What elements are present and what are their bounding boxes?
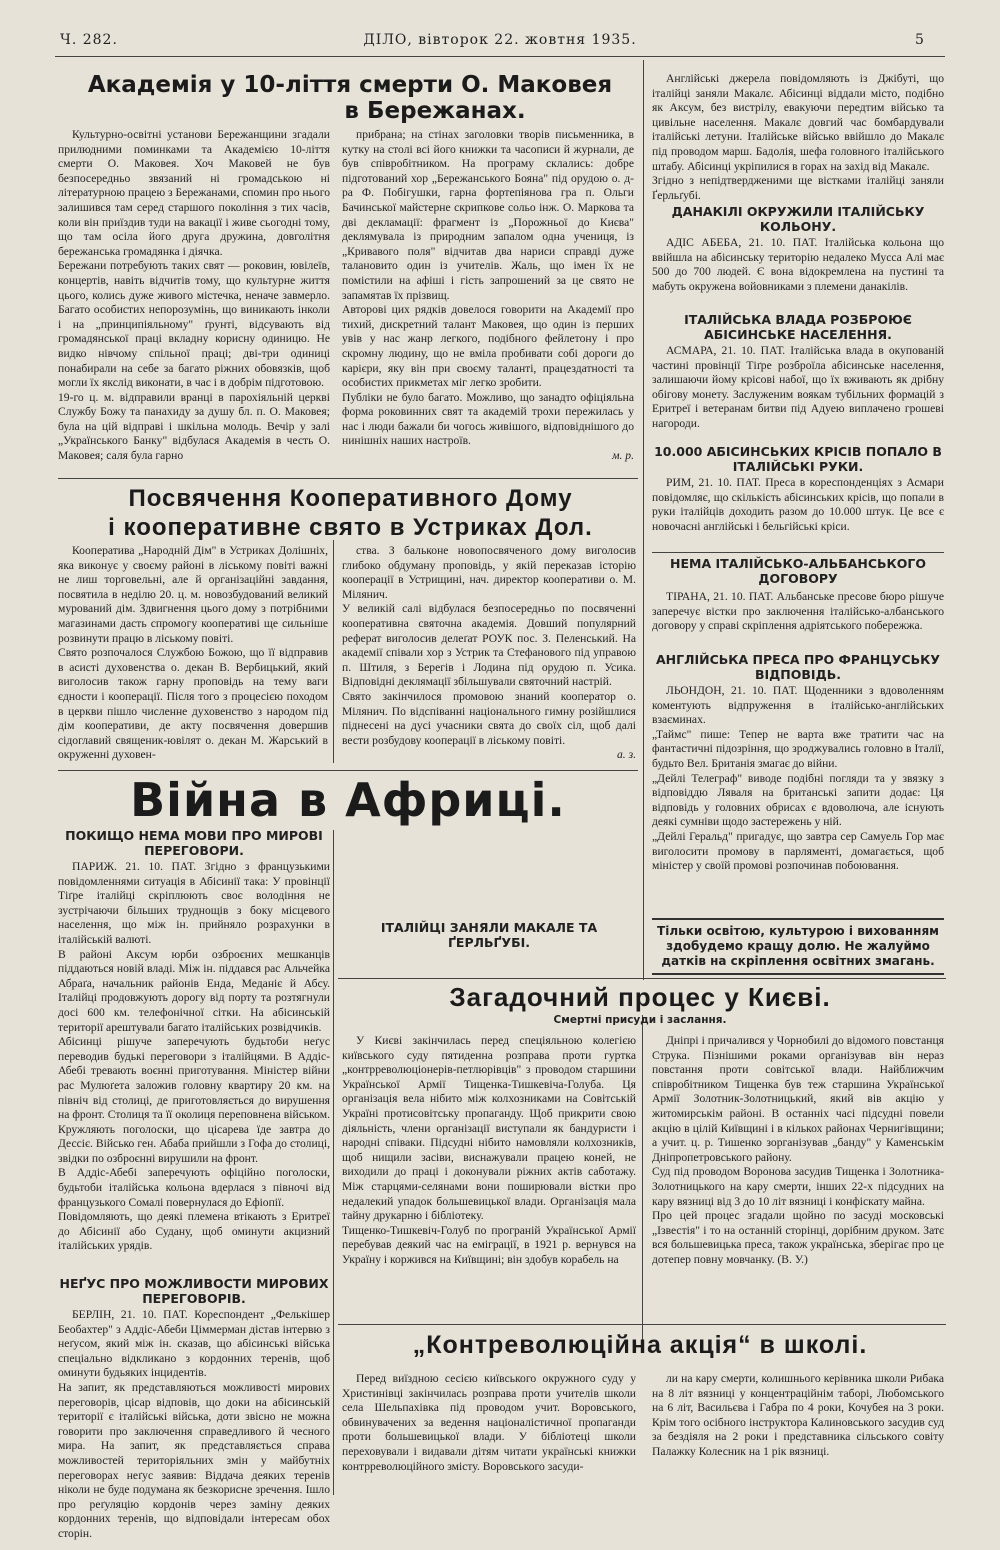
right-subhead-4: НЕМА ІТАЛІЙСЬКО-АЛЬБАНСЬКОГО ДОГОВОРУ [670, 556, 926, 586]
headline-line-2: в Бережанах. [344, 98, 526, 124]
signature: а. з. [616, 748, 636, 762]
war-text-1 [58, 860, 330, 1272]
right-text-4 [652, 590, 944, 648]
paragraph: ТІРАНА, 21. 10. ПАТ. Альбанське пресове бюро рішуче заперечує вістки про заключення італійсько-албанського договору у справі скріплення адріятського побережжа. [652, 590, 944, 633]
headline-line-1: Посвячення Кооперативного Дому [128, 485, 573, 512]
war-subhead-1: ПОКИЩО НЕМА МОВИ ПРО МИРОВІ ПЕРЕГОВОРИ. [65, 828, 323, 858]
column-rule [642, 1015, 643, 1340]
paragraph: АСМАРА, 21. 10. ПАТ. Італійська влада в окупованій частині провінції Тіґре розброїла абісинське населення, залишаючи йому крісові набої, що їх вживають як дрібну обігову монету. Заслуженим воякам тубільних формацій з Еритреї і ветеранам битви під Адуею виплачено грошеві нагороди. [652, 344, 944, 430]
headline-kyiv: Загадочний процес у Києві. [449, 982, 831, 1012]
kyiv-column-2 [652, 1034, 944, 1318]
right-subhead-1: ДАНАКІЛІ ОКРУЖИЛИ ІТАЛІЙСЬКУ КОЛЬОНУ. [671, 204, 925, 234]
headline-war: Війна в Африці. [130, 773, 566, 827]
section-rule [652, 552, 944, 553]
paragraph: У Києві закінчилась перед спеціяльною колегією київського суду пятиденна розправа проти гуртка „контрреволюціонерів-петлюрівців" з проводом старшини Української Армії Тищенка-Тишкевіча-Голуба. Ця організація вела нібито між колхозниками на Совітській Україні протисовітську пропаганду. Щоб прикрити свою діяльність, члени організації виступали як бандуристи і народні співаки. Підсудні нібито намовляли колхозників, щоб нищили засіви, виснажували працею коней, не виходили до праці і доконували ріжних актів саботажу. Між старцями-селянами вони поширювали вістки про недалекий упадок большевицької влади. Організація мала тайну друкарню і бібліотеку. Тищенко-Тишкевіч-Голуб по програній Української Армії перебував деякий час на еміграції, в 1921 р. вернувся на Україну і коржився на Київщині; він здобув корабель на [342, 1034, 636, 1266]
war-text-2 [58, 1308, 330, 1540]
headline-academy [60, 72, 640, 124]
page-number: 5 [915, 32, 925, 48]
war-text-3 [652, 72, 944, 202]
paragraph: АДІС АБЕБА, 21. 10. ПАТ. Італійська кольона що ввійшла на абісинську територію недалеко Мусса Алі має 500 до 700 людей. Є вона відокремлена на пустині та мабуть окружена войовниками з племени данакілів. [652, 236, 944, 293]
academy-column-2 [342, 128, 634, 474]
masthead: ДІЛО, вівторок 22. жовтня 1935. [363, 32, 637, 48]
paragraph: ства. З бальконe новопосвяченого дому виголосив глибоко обдуману проповідь, у якій переказав історію кооперації в Устрищині, нач. директор кооперативи о. М. Мілянич. У великій салі відбулася безпосередньо по посвяченні кооперативна святочна академія. Довший популярний реферат виголосив делеґат РОУК пос. З. Пеленський. На академії співали хор з Устрик та Стефанового під управою п. Штиля, з Берегів і Лодина під орудою п. Усика. Відповідні деклямації збільшували святочний настрій. Свято закінчилося промовою знаний кооператор о. Мілянич. По відспіванні національного гимну розійшлися піднесені на дусі учасники свята до своїх сіл, щоб далі вести розбудову кооперації в ліському повіті. [342, 544, 636, 747]
coop-column-1 [58, 544, 328, 766]
right-text-1 [652, 236, 944, 308]
paragraph: прибрана; на стінах заголовки творів письменника, в кутку на столі всі його книжки та часописи й журнали, де був співробітником. На програму склались: добре підготований хор „Бережанського Бояна" під орудою о. д-ра Ф. Побігушки, гарна фортепіянова гра п. Ольги Бачинської майстерне скрипкове сольо інж. О. Маркова та дві декламації: фрагмент із „Порожньої до Києва" деклямувала із природним запалом одна учениця, із „Кривавого поля" відчитав два нариси справді дуже талановито один із учителів. Жаль, що імен їх не помістили на афіші і гість запрошений за це свято не запамятав їх прізвищ. Авторові цих рядків довелося говорити на Академії про тихий, дискретний талант Маковея, що один із перших увів у нас жанр легкого, подібного фейлетону і про скромну людину, що не вміла пробивати собі дороги до карієри, яку він при своєму таланті, працездатності та особистих прикметах міг легко зробити. Публіки не було багато. Можливо, що занадто офіціяльна форма роковинних свят та академій трохи пережилась у нас і люди бажали би чогось живішого, відповіднішого до нинішніх наших настроїв. [342, 128, 634, 448]
war-subhead-2: НЕҐУС ПРО МОЖЛИВОСТИ МИРОВИХ ПЕРЕГОВОРІВ. [59, 1276, 329, 1306]
header-rule [55, 56, 945, 57]
article-rule [338, 978, 946, 979]
right-subhead-2: ІТАЛІЙСЬКА ВЛАДА РОЗБРОЮЄ АБІСИНСЬКЕ НАСЕЛЕННЯ. [684, 312, 912, 342]
column-rule [333, 540, 334, 763]
slogan-box: Тільки освітою, культурою і вихованням здобудемо кращу долю. Не жалуймо датків на скріплення освітних змагань. [652, 918, 944, 975]
headline-coop [58, 484, 643, 542]
article-rule [58, 478, 638, 479]
academy-column-1 [58, 128, 330, 474]
headline-line-1: Академія у 10-ліття смерти О. Маковея [87, 72, 613, 98]
signature: м. р. [612, 449, 634, 463]
right-text-5 [652, 684, 944, 906]
headline-line-2: і кооперативне свято в Устриках Дол. [108, 514, 593, 541]
school-column-1 [342, 1372, 636, 1494]
war-subhead-3: ІТАЛІЙЦІ ЗАНЯЛИ МАКАЛЕ ТА ҐЕРЛЬҐУБІ. [380, 920, 598, 950]
right-text-3 [652, 476, 944, 550]
column-rule [333, 830, 334, 1495]
paragraph: ЛЬОНДОН, 21. 10. ПАТ. Щоденники з вдоволенням коментують відпруження в італійсько-англійських взаєминах. „Таймс" пише: Тепер не варта вже тратити час на фантастичні підозріння, що зроджувались головно в Італії, будьто Вел. Британія змагає до війни. „Дейлі Телеграф" виводе подібні погляди та у звязку з відповіддю Ляваля на британські запити додає: Ця відповідь у головних обрисах є вдоволюча, але існують деякі сумніви щодо застережень у ній. „Дейлі Геральд" пригадує, що завтра сер Самуель Гор має виголосити промову в парляменті, домагається, щоб міністер у своїй промові розпочинав побоювання. [652, 684, 944, 873]
school-column-2 [652, 1372, 944, 1494]
paragraph: Дніпрі і причалився у Чорнобилі до відомого повстанця Струка. Пізнішими роками організував він нераз повстання проти совітської влади. Найближчим співробітником Тищенка був теж старшина Української Армії Золотник-Золотницький, який вів акцію у житомирськім районі. В останніх часі підсудні повели акцію в цілій Київщині і в кількох районах Чернигівщини; а учит. ц. р. Тишенко зорганізував „банду" у Каменськім Дніпропетровського району. Суд під проводом Воронова засудив Тищенка і Золотника-Золотницького на кару смерти, інших 22-х підсудних на кару вязниці від 3 до 10 літ вязниці і конфіскату майна. Про цей процес згадали щойно по засуді московські „Ізвестія" і то на останній сторінці, дорібним друком. Затє вся большевицька преса, також українська, зберігає про це дотепер повну мовчанку. (В. У.) [652, 1034, 944, 1266]
paragraph: БЕРЛІН, 21. 10. ПАТ. Кореспондент „Фелькішер Беобахтер" з Аддіс-Абеби Ціммерман дістав інтервю з неґусом, який між ін. сказав, що абісинські війська спеціально відкликано з кордонних теренів, щоб оминути будьяких інцидентів. На запит, як представляються можливості мирових переговорів, цісар відповів, що доки на абісинській території є італійські війська, доти звісно не можна говорити про заключення справедливого й чесного мира. На запит, як представляється справа можливостей територіяльних змін у майбутніх переговорах неґус заявив: Віддача деяких теренів ніколи не буде подумана як безкорисне зречення. Ішло про реґуляцію кордонів через заміну деяких кордонних теренів, що відповідали інтересам обох сторін. [58, 1308, 330, 1540]
paragraph: ПАРИЖ. 21. 10. ПАТ. Згідно з французькими повідомленнями ситуація в Абісинії така: У провінції Тіґре італійці скріплюють своє володіння не зустрічаючи більших труднощів з боку місцевого населення, що між ін. прийняло розраxунки в італійській валюті. В районі Аксум юрби озброєних мешканців піддаються новій владі. Між ін. піддався рас Альчейка Абраґа, начальник районів Енда, Меданіє й Абсу. Італійці продовжують дорогу від порту та розтягнули досі 600 км. телефонічної сітки. На абісинській території арештували багато італійських розвідчиків. Абісинці рішуче заперечують будьтоби неґус переводив будькі переговори з італійцями. В Аддіс-Абебі тревають воєнні приготування. Міністер війни рас Мулюґета заложив головну квартиру 20 км. на північ від столиці, де приготовляється до вирушення на фронт. Столиця та її околиця переповнена військом. Кружляють поголоски, що цісарева їде завтра до Дессіє. Військо ген. Абаба прийшли з Гофа до столиці, звідки по озброєнні вирушили на фронт. В Аддіс-Абебі заперечують офіційно поголоски, будьтоби італійська кольона вдерлася з півночі від французького Сомалі повернулася до Ефіопії. Повідомляють, що деякі племена втікають з Еритреї до Абісинії або Судану, щоб оминути акцизний італійських урядів. [58, 860, 330, 1253]
paragraph: Перед виїздною сесією київського окружного суду у Христинівці закінчилась розправа проти учителів школи села Шельпахівка під проводом учит. Воровського, обвинувачених за ведення націоналістичної пропаганди проти большевицької влади. У бібліотеці школи переховували і видавали дітям читати українські книжки контрреволюційного змісту. Воровського засуди- [342, 1372, 636, 1473]
subtitle-kyiv: Смертні присуди і заслання. [553, 1014, 727, 1026]
paragraph: РИМ, 21. 10. ПАТ. Преса в кореспонденціях з Асмари повідомляє, що скількість абісинських крісів, що попали в руки італійців доходить разом до 10.000 штук. Це все є новочасні англійські і бельгійські кріси. [652, 476, 944, 533]
paragraph: Кооператива „Народній Дім" в Устриках Долішніх, яка виконує у своєму районі в ліському повіті важні не лиш торговельні, але й організаційні завдання, посвятила в неділю 20. ц. м. новозбудований великий мурований дім. Здвигнення цього дому з потрібними магазинами дасть спромогу кооперативі ще сильніше розвинути працю в ліському повіті. Свято розпочалося Службою Божою, що її відправив в асисті духовенства о. декан В. Вербицький, який виголосив також гарну проповідь на тему ваги єдности і кооперації. Після того з процесією походом в церкви пішло численне духовенство з народом під дім кооперативи, де акту посвячення довершив сідоглавий священик-ювілят о. декан М. Жарський в окруженні духовен- [58, 544, 328, 762]
right-text-2 [652, 344, 944, 446]
paragraph: ли на кару смерти, колишнього керівника школи Рибака на 8 літ вязниці у концентраційнім таборі, Любомського на 6 літ, Васильєва і Габра по 4 роки, Кочубея на 3 роки. Крім того осібного інструктора Калиновського засудив суд за бездіяля на 2 роки і представника сільського совіту Палажку Колесник на 1 рік вязниці. [652, 1372, 944, 1458]
issue-number: Ч. 282. [60, 32, 118, 48]
right-subhead-3: 10.000 АБІСИНСЬКИХ КРІСІВ ПОПАЛО В ІТАЛІЙСЬКІ РУКИ. [654, 444, 942, 474]
paragraph: Англійські джерела повідомляють із Джібуті, що італійці заняли Макалє. Абісинці віддали місто, подібно як Аксум, без вистрілу, евакуючи передтим військо та цивільне населення. Макалє довгий час бомбардували італійські летуни. Італійське військо ввійшло до Макалє під проводом марш. Бадолія, шефа головного італійського штабу. Абісинці укріпилися в горах на захід від Макалє. Згідно з непідтвердженими ще вістками італійці заняли Ґерльґубі. [652, 72, 944, 202]
kyiv-column-1 [342, 1034, 636, 1318]
column-rule [643, 60, 644, 980]
paragraph: Культурно-освітні установи Бережанщини згадали прилюдними поминками та Академією 10-ліття смерти О. Маковея. Хоч Маковей не був безпосередньо звязаний ні громадською ні літературною працею з Бережанами, спомин про нього залишився там серед старшого покоління з тих часів, коли він приїздив туди на вакації і живе сьогодні тому, що там осіла його друга дружина, довголітня бережанська громадянка і діячка. Бережани потребують таких свят — роковин, ювілеїв, концертів, навіть відчитів тому, що культурне життя цього, колись дуже живого містечка, неначе завмерло. Багато особистих непорозумінь, що виникають інколи і на „принципіяльному" ґрунті, відсувають від громадянської праці вкладну корисну одиницю. Не видко нівчому спільної праці; дві-три одиниці понабирали на себе за багато ріжних обовязків, щоб могли їх якслід виконати, в час і в добрім підготовою. 19-го ц. м. відправили вранці в парохіяльній церкві Службу Божу та панахиду за душу бл. п. О. Маковея; була на цій відправі і шкільна молодь. Вечір у залі „Українського Банку" відбулася Академія в честь О. Маковея; саля була гарно [58, 128, 330, 463]
right-subhead-5: АНГЛІЙСЬКА ПРЕСА ПРО ФРАНЦУСЬКУ ВІДПОВІДЬ. [656, 652, 940, 682]
coop-column-2 [342, 544, 636, 766]
article-rule [58, 770, 638, 771]
article-rule [338, 1324, 946, 1325]
headline-school: „Контреволюційна акція“ в школі. [412, 1331, 868, 1359]
